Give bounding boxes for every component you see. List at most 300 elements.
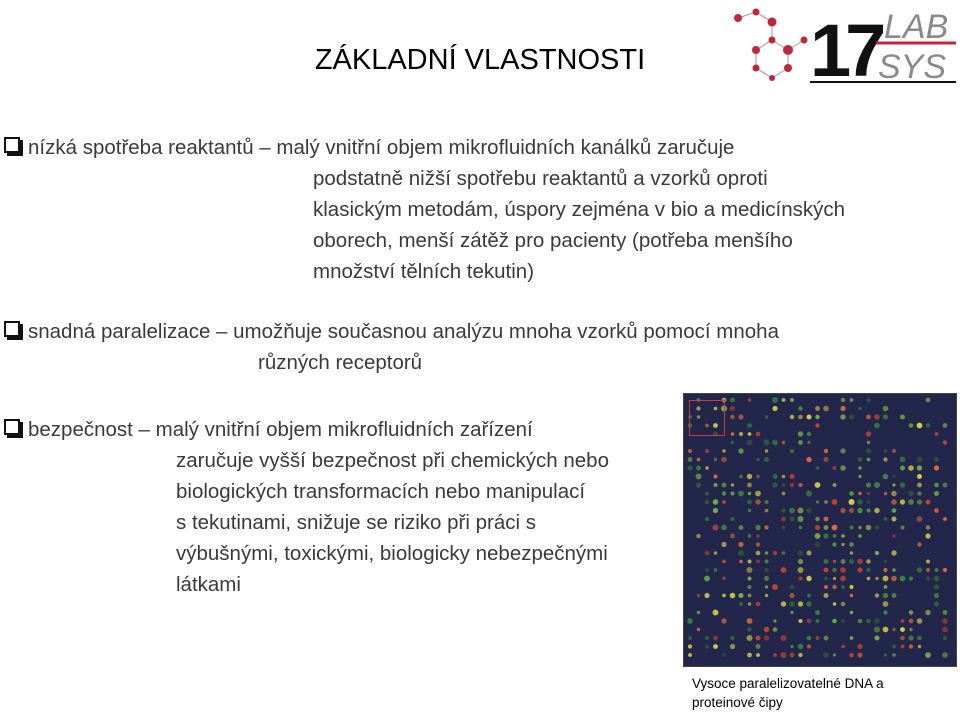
microarray-spot (738, 448, 743, 453)
microarray-spot (790, 483, 794, 487)
microarray-spot (705, 500, 710, 505)
svg-text:17: 17 (810, 9, 881, 86)
microarray-spot (790, 645, 793, 648)
microarray-spot (747, 440, 753, 446)
microarray-spot (883, 601, 889, 607)
microarray-spot (926, 398, 931, 403)
microarray-spot (917, 567, 922, 572)
microarray-spot (722, 483, 727, 488)
microarray-spot (773, 474, 778, 479)
microarray-spot (816, 619, 820, 623)
microarray-spot (764, 457, 769, 462)
microarray-spot (867, 441, 870, 444)
microarray-spot (917, 499, 922, 504)
microarray-spot (858, 619, 863, 624)
bullet-text-line: s tekutinami, snižuje se riziko při práci s (176, 511, 537, 534)
microarray-spot (841, 398, 845, 402)
microarray-spot (867, 568, 871, 572)
bullet-text-line: bezpečnost – malý vnitřní objem mikrofluidních zařízení (28, 418, 533, 441)
microarray-spot (765, 551, 768, 554)
microarray-spot (781, 567, 787, 573)
microarray-spot (747, 423, 752, 428)
microarray-spot (917, 618, 923, 624)
microarray-spot (874, 627, 880, 633)
microarray-spot (943, 568, 947, 572)
microarray-spot (722, 491, 726, 495)
microarray-spot (934, 508, 939, 513)
microarray-spot (925, 610, 930, 615)
microarray-spot (772, 397, 778, 403)
microarray-spot (892, 534, 895, 537)
microarray-spot (875, 636, 880, 641)
microarray-spot (857, 499, 863, 505)
microarray-spot (917, 465, 922, 470)
microarray-spot (782, 398, 786, 402)
microarray-spot (815, 517, 820, 522)
microarray-spot (782, 526, 785, 529)
microarray-spot (696, 466, 701, 471)
microarray-spot (926, 525, 930, 529)
microarray-spot (782, 551, 786, 555)
microarray-spot (866, 431, 871, 436)
microarray-spot (705, 466, 709, 470)
microarray-spot (926, 560, 930, 564)
microarray-spot (875, 526, 879, 530)
microarray-spot (748, 398, 752, 402)
microarray-spot (772, 440, 778, 446)
microarray-spot (883, 406, 889, 412)
microarray-spot (900, 482, 905, 487)
microarray-spot (925, 652, 931, 658)
microarray-spot (807, 551, 812, 556)
microarray-spot (738, 414, 743, 419)
microarray-spot (909, 628, 912, 631)
microarray-spot (816, 636, 820, 640)
microarray-spot (713, 508, 718, 513)
microarray-spot (892, 653, 896, 657)
microarray-spot (884, 492, 888, 496)
microarray-spot (798, 576, 802, 580)
microarray-spot (867, 458, 871, 462)
microarray-spot (874, 423, 880, 429)
microarray-spot (935, 568, 939, 572)
microarray-spot (943, 423, 948, 428)
microarray-spot (841, 585, 844, 588)
microarray-spot (849, 508, 854, 513)
microarray-spot (807, 619, 812, 624)
microarray-spot (892, 628, 895, 631)
microarray-spot (789, 593, 794, 598)
microarray-spot (874, 414, 879, 419)
microarray-spot (917, 636, 922, 641)
microarray-spot (841, 543, 844, 546)
microarray-spot (697, 458, 701, 462)
microarray-spot (841, 534, 845, 538)
microarray-spot (798, 567, 804, 573)
microarray-spot (722, 594, 726, 598)
microarray-spot (832, 466, 836, 470)
microarray-spot (866, 559, 870, 563)
microarray-spot (807, 645, 811, 649)
microarray-spot (917, 491, 921, 495)
microarray-spot (883, 627, 889, 633)
microarray-spot (756, 432, 761, 437)
microarray-spot (934, 483, 939, 488)
microarray-spot (891, 576, 897, 582)
microarray-spot (857, 508, 862, 513)
microarray-spot (688, 653, 692, 657)
bullet-text-line: klasickým metodám, úspory zejména v bio a medicínských (313, 198, 846, 221)
microarray-spot (850, 594, 853, 597)
microarray-spot (824, 636, 829, 641)
microarray-spot (747, 653, 752, 658)
microarray-spot (891, 491, 897, 497)
microarray-spot (765, 500, 769, 504)
microarray-spot (807, 441, 810, 444)
microarray-spot (722, 560, 726, 564)
microarray-spot (806, 601, 811, 606)
microarray-spot (883, 414, 888, 419)
microarray-spot (782, 509, 786, 513)
microarray-spot (891, 499, 896, 504)
microarray-spot (748, 432, 752, 436)
bullet-text-line: snadná paralelizace – umožňuje současnou analýzu mnoha vzorků pomocí mnoha (28, 320, 779, 343)
microarray-spot (943, 610, 948, 615)
microarray-spot (697, 628, 700, 631)
microarray-spot (756, 475, 759, 478)
microarray-spot (747, 627, 751, 631)
microarray-spot (849, 499, 855, 505)
microarray-spot (858, 457, 863, 462)
bullet-text-line: množství tělních tekutin) (313, 260, 535, 283)
microarray-spot (756, 644, 761, 649)
microarray-spot (790, 474, 795, 479)
microarray-spot (908, 465, 914, 471)
microarray-spot (798, 550, 803, 555)
microarray-spot (772, 584, 778, 590)
microarray-spot (721, 542, 726, 547)
microarray-spot (798, 601, 803, 606)
checkbox-bullet-icon (4, 419, 20, 435)
microarray-spot (714, 483, 718, 487)
microarray-spot (782, 492, 786, 496)
microarray-spot (705, 636, 709, 640)
microarray-spot (756, 551, 761, 556)
microarray-spot (781, 635, 787, 641)
microarray-spot (908, 491, 914, 497)
microarray-spot (688, 636, 692, 640)
microarray-spot (823, 652, 829, 658)
microarray-spot (884, 449, 888, 453)
microarray-spot (773, 627, 778, 632)
microarray-spot (755, 491, 761, 497)
microarray-spot (772, 482, 777, 487)
microarray-spot (816, 466, 820, 470)
microarray-spot (748, 577, 752, 581)
microarray-spot (687, 618, 693, 624)
microarray-spot (883, 474, 889, 480)
microarray-spot (687, 465, 692, 470)
microarray-spot (866, 448, 871, 453)
microarray-spot (738, 491, 744, 497)
microarray-spot (790, 653, 795, 658)
bullet-text-line: různých receptorů (258, 351, 423, 374)
microarray-spot (824, 593, 829, 598)
microarray-spot (833, 483, 837, 487)
microarray-spot (790, 449, 794, 453)
microarray-spot (798, 440, 803, 445)
microarray-spot (858, 492, 861, 495)
microarray-spot (747, 618, 753, 624)
microarray-spot (917, 474, 922, 479)
microarray-spot (901, 619, 905, 623)
checkbox-bullet-icon (4, 137, 20, 153)
microarray-spot (764, 568, 769, 573)
microarray-spot (917, 516, 923, 522)
microarray-spot (857, 652, 862, 657)
microarray-spot (874, 482, 880, 488)
microarray-spot (883, 593, 888, 598)
microarray-spot (832, 542, 836, 546)
microarray-spot (730, 644, 735, 649)
microarray-spot (858, 475, 861, 478)
microarray-spot (824, 517, 829, 522)
microarray-spot (875, 551, 879, 555)
microarray-spot (705, 492, 709, 496)
microarray-spot (722, 577, 725, 580)
microarray-spot (926, 568, 930, 572)
microarray-spot (875, 619, 880, 624)
microarray-spot (764, 576, 769, 581)
microarray-spot (790, 398, 794, 402)
microarray-spot (943, 483, 948, 488)
microarray-spot (765, 585, 768, 588)
microarray-spot (704, 576, 710, 582)
microarray-spot (764, 627, 769, 632)
microarray-spot (900, 499, 905, 504)
microarray-spot (841, 559, 846, 564)
microarray-spot (909, 423, 914, 428)
microarray-spot (824, 449, 828, 453)
microarray-spot (883, 576, 889, 582)
microarray-spot (790, 517, 795, 522)
microarray-spot (840, 465, 846, 471)
microarray-spot (705, 449, 709, 453)
microarray-spot (815, 533, 821, 539)
svg-text:SYS: SYS (878, 48, 947, 86)
microarray-spot (748, 594, 752, 598)
microarray-spot (713, 525, 719, 531)
microarray-spot (722, 449, 725, 452)
microarray-spot (688, 457, 693, 462)
microarray-spot (823, 533, 828, 538)
microarray-spot (798, 559, 803, 564)
microarray-spot (816, 500, 819, 503)
microarray-spot (731, 483, 734, 486)
microarray-spot (765, 509, 769, 513)
microarray-spot (917, 542, 921, 546)
microarray-spot (721, 525, 726, 530)
microarray-spot (892, 475, 895, 478)
microarray-spot (747, 567, 753, 573)
bullet-text-line: nízká spotřeba reaktantů – malý vnitřní objem mikrofluidních kanálků zaručuje (28, 136, 735, 159)
microarray-spot (841, 602, 846, 607)
microarray-spot (815, 525, 820, 530)
microarray-spot (867, 577, 871, 581)
microarray-spot (832, 499, 838, 505)
microarray-spot (739, 525, 744, 530)
microarray-spot (900, 457, 906, 463)
microarray-spot (815, 423, 819, 427)
microarray-spot (849, 585, 853, 589)
microarray-spot (884, 517, 888, 521)
microarray-spot (815, 542, 821, 548)
microarray-spot (731, 517, 735, 521)
microarray-spot (867, 492, 870, 495)
microarray-spot (756, 653, 760, 657)
microarray-spot (764, 635, 769, 640)
checkbox-bullet-icon (4, 321, 20, 337)
microarray-spot (756, 542, 760, 546)
microarray-spot (824, 559, 829, 564)
microarray-spot (782, 441, 785, 444)
microarray-spot (755, 525, 760, 530)
microarray-spot (773, 551, 777, 555)
microarray-spot (909, 610, 913, 614)
microarray-spot (934, 465, 939, 470)
microarray-spot (790, 611, 794, 615)
microarray-spot (739, 593, 744, 598)
microarray-spot (866, 482, 871, 487)
microarray-spot (883, 610, 887, 614)
microarray-spot (697, 594, 700, 597)
microarray-spot (739, 560, 743, 564)
microarray-spot (688, 449, 692, 453)
microarray-spot (858, 407, 862, 411)
microarray-spot (798, 516, 804, 522)
microarray-spot (806, 576, 811, 581)
microarray-spot (747, 635, 753, 641)
microarray-spot (926, 423, 930, 427)
microarray-spot (866, 415, 871, 420)
microarray-spot (943, 636, 947, 640)
microarray-spot (934, 602, 939, 607)
microarray-spot (883, 568, 887, 572)
microarray-spot (713, 610, 719, 616)
microarray-spot (901, 526, 905, 530)
microarray-spot (850, 551, 854, 555)
microarray-spot (730, 636, 735, 641)
microarray-spot (806, 457, 811, 462)
microarray-spot (789, 508, 795, 514)
microarray-spot (934, 585, 939, 590)
microarray-spot (798, 508, 804, 514)
microarray-spot (942, 618, 947, 623)
microarray-spot (772, 406, 777, 411)
microarray-spot (731, 492, 735, 496)
microarray-spot (799, 483, 803, 487)
microarray-spot (926, 500, 931, 505)
microarray-spot (730, 534, 735, 539)
microarray-spot (756, 602, 761, 607)
microarray-spot (884, 653, 887, 656)
microarray-spot (824, 457, 829, 462)
microarray-spot (824, 525, 829, 530)
microarray-spot (858, 534, 862, 538)
microarray-spot (730, 593, 736, 599)
microarray-spot (756, 458, 759, 461)
microarray-spot (781, 517, 786, 522)
microarray-spot (713, 636, 718, 641)
microarray-spot (850, 398, 854, 402)
microarray-spot (942, 627, 948, 633)
microarray-spot (892, 645, 896, 649)
microarray-spot (773, 653, 777, 657)
bullet-text-line: zaručuje vyšší bezpečnost při chemických nebo (176, 449, 609, 472)
microarray-spot (849, 542, 854, 547)
microarray-spot (730, 398, 735, 403)
microarray-spot (901, 645, 905, 649)
microarray-spot (747, 500, 752, 505)
microarray-spot (773, 619, 776, 622)
microarray-spot (790, 415, 794, 419)
microarray-spot (747, 474, 752, 479)
microarray-spot (840, 448, 845, 453)
microarray-spot (832, 525, 838, 531)
microarray-spot (943, 517, 947, 521)
microarray-spot (917, 423, 923, 429)
microarray-spot (850, 526, 854, 530)
microarray-spot (824, 500, 828, 504)
microarray-spot (900, 627, 905, 632)
microarray-spot (756, 534, 760, 538)
bullet-text-line: látkami (176, 573, 241, 596)
dna-microarray-image (683, 393, 957, 667)
microarray-spot (806, 508, 812, 514)
microarray-spot (815, 406, 820, 411)
microarray-spot (892, 449, 896, 453)
microarray-spot (832, 568, 836, 572)
microarray-spot (697, 611, 701, 615)
microarray-spot (858, 526, 862, 530)
microarray-spot (739, 475, 743, 479)
microarray-spot (730, 415, 734, 419)
microarray-spot (857, 559, 863, 565)
microarray-spot (738, 550, 744, 556)
microarray-spot (833, 577, 836, 580)
microarray-spot (934, 457, 939, 462)
bullet-text-line: podstatně nižší spotřebu reaktantů a vzorků oproti (313, 167, 768, 190)
microarray-spot (721, 457, 727, 463)
microarray-spot (755, 499, 760, 504)
microarray-spot (917, 457, 923, 463)
microarray-spot (764, 525, 768, 529)
bullet-text-line: biologických transformacích nebo manipulací (176, 480, 586, 503)
microarray-spot (934, 491, 939, 496)
microarray-spot (789, 601, 794, 606)
microarray-spot (747, 585, 751, 589)
microarray-spot (849, 653, 854, 658)
microarray-spot (722, 653, 726, 657)
microarray-spot (824, 568, 829, 573)
microarray-spot (731, 432, 735, 436)
microarray-spot (900, 576, 906, 582)
microarray-spot (918, 645, 921, 648)
microarray-spot (798, 644, 804, 650)
microarray-spot (739, 602, 742, 605)
microarray-spot (781, 652, 787, 658)
microarray-spot (807, 636, 812, 641)
